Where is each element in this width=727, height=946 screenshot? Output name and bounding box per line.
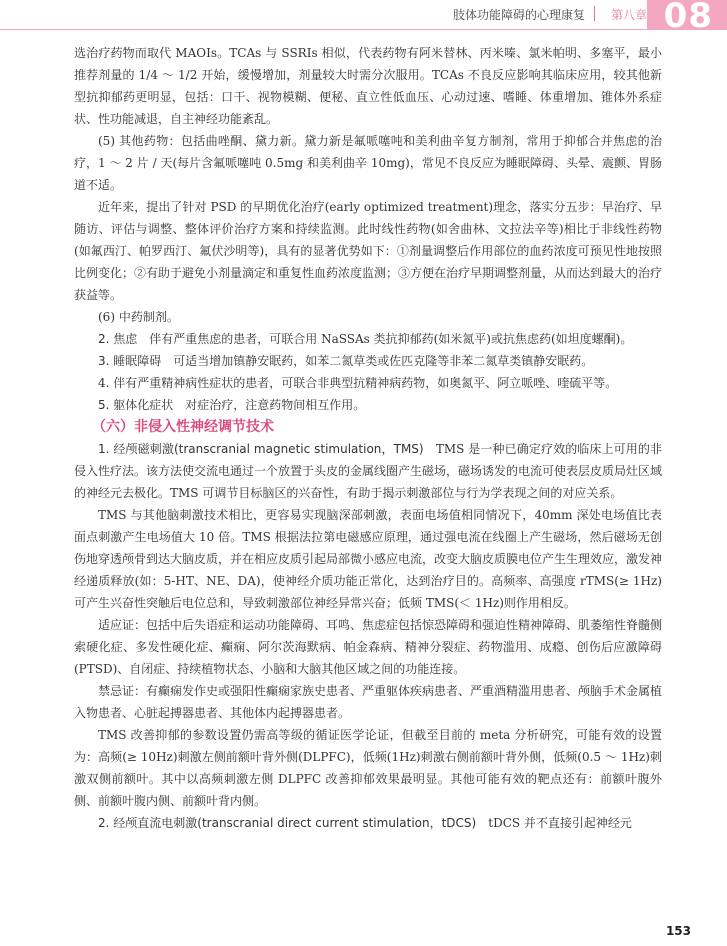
paragraph: TMS 改善抑郁的参数设置仍需高等级的循证医学论证，但截至目前的 meta 分析研究，可能有效的设置为：高频(≥ 10Hz)刺激左侧前额叶背外侧(DLPFC)，低频(1Hz)刺激右侧前额叶背外侧，低频(0.5 ～ 1Hz)刺激双侧前额叶。其中以高频刺激左侧 DLPFC 改善抑郁效果最明显。其他可能有效的靶点还有：前额叶腹外侧、前额叶腹内侧、前额叶背内侧。 (74, 728, 662, 808)
page-header (0, 0, 727, 36)
list-item (74, 328, 662, 350)
list-item: 4. 伴有严重精神病性症状的患者，可联合非典型抗精神病药物，如奥氮平、阿立哌唑、喹硫平等。 (98, 376, 618, 390)
running-title: 肢体功能障碍的心理康复 (452, 8, 585, 22)
item-title: 1. 经颅磁刺激(transcranial magnetic stimulation，TMS) (98, 442, 424, 456)
paragraph: 禁忌证：有癫痫发作史或强阳性癫痫家族史患者、严重躯体疾病患者、严重酒精滥用患者、颅脑手术金属植入物患者、心脏起搏器患者、其他体内起搏器患者。 (74, 684, 663, 720)
chapter-number-tab (647, 0, 727, 36)
paragraph: (5) 其他药物：包括曲唑酮、黛力新。黛力新是氟哌噻吨和美利曲辛复方制剂，常用于抑郁合并焦虑的治疗，1 ～ 2 片 / 天(每片含氟哌噻吨 0.5mg 和美利曲辛 10mg)，常见不良反应为睡眠障碍、头晕、震颤、胃肠道不适。 (74, 134, 662, 192)
paragraph: 适应证：包括中后失语症和运动功能障碍、耳鸣、焦虑症包括惊恐障碍和强迫性精神障碍、肌萎缩性脊髓侧索硬化症、多发性硬化症、癫痫、阿尔茨海默病、帕金森病、精神分裂症、药物滥用、成瘾、创伤后应激障碍(PTSD)、自闭症、持续植物状态、小脑和大脑其他区域之间的功能连接。 (74, 618, 663, 676)
item-text: 对症治疗，注意药物间相互作用。 (185, 398, 366, 412)
item-text: 伴有严重焦虑的患者，可联合用 NaSSAs 类抗抑郁药(如米氮平)或抗焦虑药(如坦度螺酮)。 (149, 332, 633, 346)
page-number: 153 (665, 924, 691, 938)
paragraph: TMS 与其他脑刺激技术相比，更容易实现脑深部刺激，表面电场值相同情况下，40mm 深处电场值比表面点刺激产生电场值大 10 倍。TMS 根据法拉第电磁感应原理，通过强电流在线圈上产生磁场，然后磁场无创伤地穿透颅骨到达大脑皮质，并在相应皮质引起局部微小感应电流，改变大脑皮质膜电位产生生理效应，激发神经递质释放(如：5-HT、NE、DA)，使神经介质功能正常化，达到治疗目的。高频率、高强度 rTMS(≥ 1Hz)可产生兴奋性突触后电位总和，导致刺激部位神经异常兴奋；低频 TMS(＜ 1Hz)则作用相反。 (74, 508, 663, 610)
paragraph: (6) 中药制剂。 (98, 310, 179, 324)
header-divider (594, 6, 595, 21)
paragraph: 选治疗药物而取代 MAOIs。TCAs 与 SSRIs 相似，代表药物有阿米替林、丙米嗪、氯米帕明、多塞平，最小推荐剂量的 1/4 ～ 1/2 开始，缓慢增加，剂量较大时需分次服用。TCAs 不良反应影响其临床应用，较其他新型抗抑郁药更明显，包括：口干、视物模糊、便秘、直立性低血压、心动过速、嗜睡、体重增加、锥体外系症状、性功能减退，自主神经功能紊乱。 (74, 46, 662, 126)
header-rule (0, 29, 647, 30)
paragraph: 近年来，提出了针对 PSD 的早期优化治疗(early optimized treatment)理念，落实分五步：早治疗、早随访、评估与调整、整体评价治疗方案和持续监测。此时线性药物(如舍曲林、文拉法辛等)相比于非线性药物(如氟西汀、帕罗西汀、氟伏沙明等)，具有的显著优势如下：①剂量调整后作用部位的血药浓度可预见性地按照比例变化；②有助于避免小剂量滴定和重复性血药浓度监测；③方便在治疗早期调整剂量，从而达到最大的治疗获益等。 (74, 200, 663, 302)
item-title: 3. 睡眠障碍 (98, 354, 162, 368)
body-text (74, 42, 662, 834)
item-text: tDCS 并不直接引起神经元 (488, 816, 632, 830)
section-heading: （六）非侵入性神经调节技术 (92, 419, 274, 435)
item-title: 2. 经颅直流电刺激(transcranial direct current stimulation，tDCS) (98, 816, 477, 830)
item-title: 5. 躯体化症状 (98, 398, 174, 412)
list-item (74, 394, 662, 416)
list-item (74, 438, 662, 504)
item-title: 2. 焦虑 (98, 332, 138, 346)
chapter-label: 第八章 (610, 8, 647, 22)
list-item (74, 812, 662, 834)
item-text: TMS 是一种已确定疗效的临床上可用的非侵入性疗法。该方法使交流电通过一个放置于头皮的金属线圈产生磁场，磁场诱发的电流可使表层皮质局灶区域的神经元去极化。TMS 可调节目标脑区的兴奋性，有助于揭示刺激部位与行为学表现之间的对应关系。 (74, 442, 663, 500)
list-item (74, 350, 662, 372)
item-text: 可适当增加镇静安眠药，如苯二氮草类或佐匹克隆等非苯二氮草类镇静安眠药。 (173, 354, 594, 368)
chapter-number: 08 (663, 0, 713, 36)
